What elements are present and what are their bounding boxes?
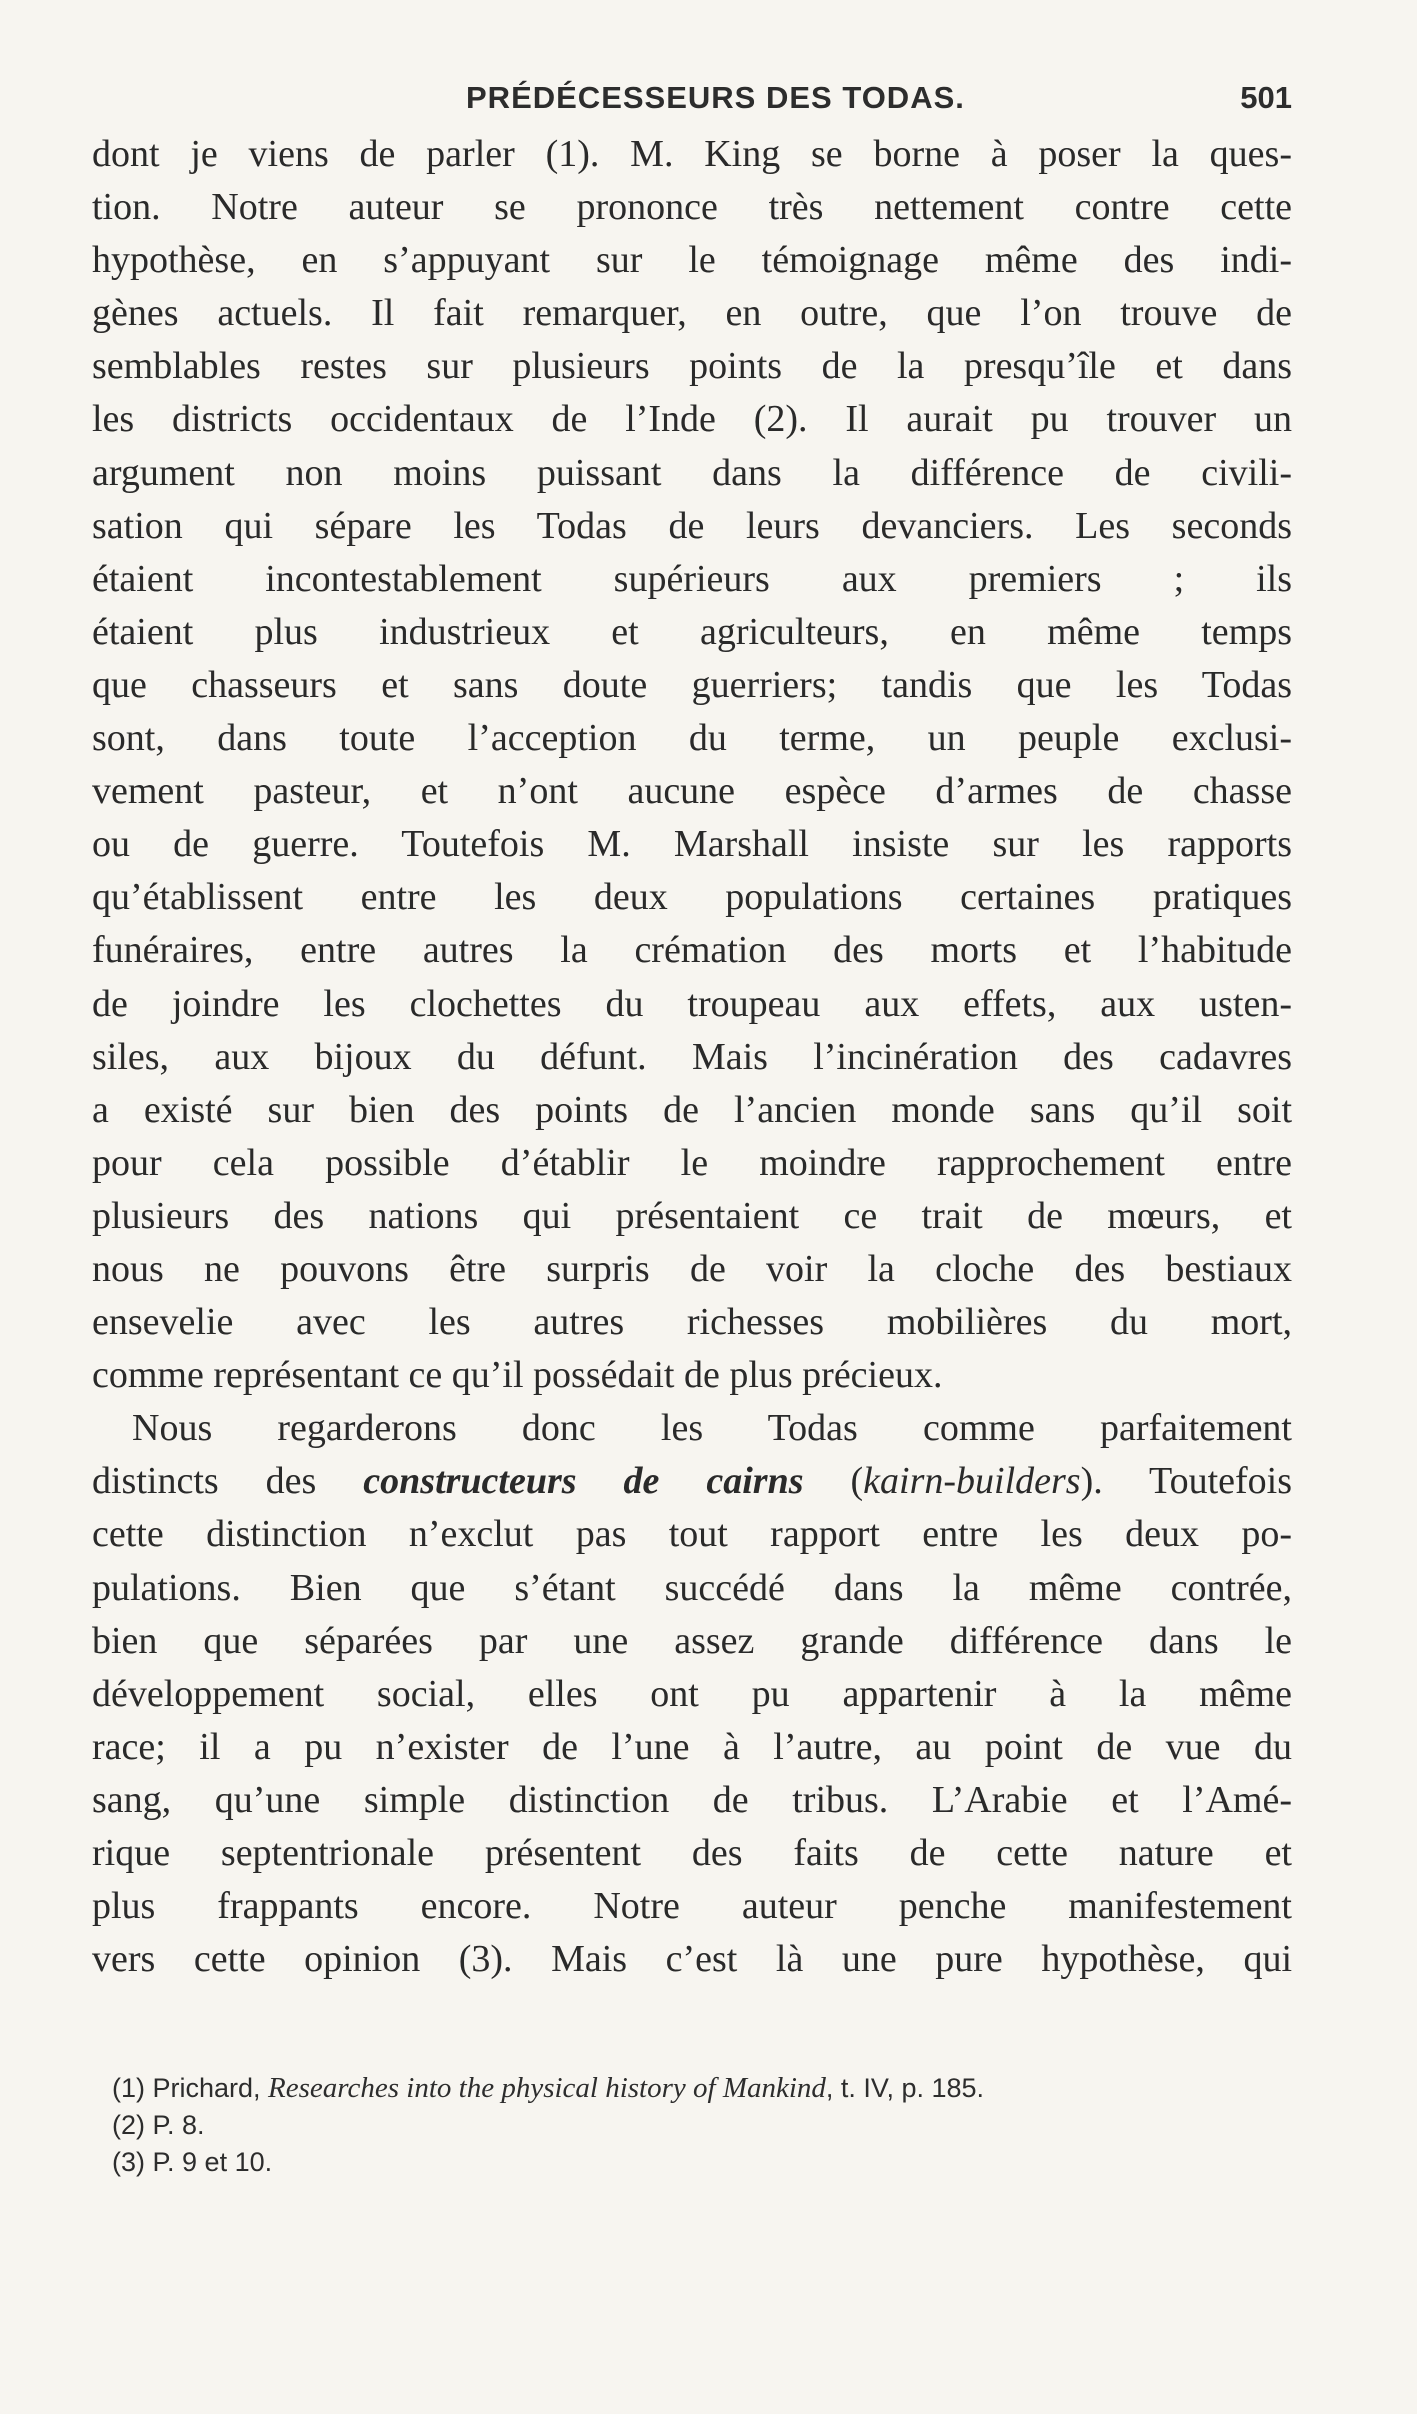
text-line: cette distinction n’exclut pas tout rapport entre les deux po- <box>92 1513 1292 1556</box>
footnotes <box>112 2070 1212 2181</box>
text-fragment: distincts des <box>92 1460 364 1503</box>
text-line: sont, dans toute l’acception du terme, un peuple exclusi- <box>92 717 1292 760</box>
text-line: comme représentant ce qu’il possédait de plus précieux. <box>92 1354 943 1397</box>
text-line-with-terms <box>92 1455 1292 1508</box>
text-fragment: ). Toutefois <box>1080 1460 1293 1503</box>
text-line: plus frappants encore. Notre auteur penche manifestement <box>92 1885 1292 1928</box>
footnote-2: (2) P. 8. <box>112 2110 205 2140</box>
text-line: sation qui sépare les Todas de leurs devanciers. Les seconds <box>92 504 1292 547</box>
running-head <box>96 80 1292 124</box>
footnote-3: (3) P. 9 et 10. <box>112 2147 273 2177</box>
text-line: que chasseurs et sans doute guerriers; tandis que les Todas <box>92 663 1292 706</box>
running-title: PRÉDÉCESSEURS DES TODAS. <box>466 80 965 115</box>
text-line: hypothèse, en s’appuyant sur le témoignage même des indi- <box>92 239 1292 282</box>
footnote-mark: (1) <box>112 2073 145 2103</box>
italic-term-english: kairn-builders <box>863 1460 1081 1503</box>
text-line: ou de guerre. Toutefois M. Marshall insiste sur les rapports <box>92 823 1292 866</box>
text-line: funéraires, entre autres la crémation des morts et l’habitude <box>92 929 1292 972</box>
paragraph-2 <box>92 1402 1292 1986</box>
text-line: les districts occidentaux de l’Inde (2). Il aurait pu trouver un <box>92 398 1292 441</box>
text-line: dont je viens de parler (1). M. King se borne à poser la ques- <box>92 133 1292 175</box>
text-line: gènes actuels. Il fait remarquer, en outre, que l’on trouve de <box>92 292 1292 335</box>
footnote-title: Researches into the physical history of Mankind <box>268 2072 826 2104</box>
text-line: nous ne pouvons être surpris de voir la cloche des bestiaux <box>92 1247 1292 1290</box>
paragraph-1 <box>92 128 1292 1402</box>
text-line: étaient incontestablement supérieurs aux premiers ; ils <box>92 557 1292 600</box>
text-line: de joindre les clochettes du troupeau aux effets, aux usten- <box>92 982 1292 1025</box>
text-fragment: ( <box>803 1460 864 1503</box>
body-text <box>92 128 1292 1986</box>
text-line: sang, qu’une simple distinction de tribus. L’Arabie et l’Amé- <box>92 1778 1292 1821</box>
text-line: race; il a pu n’exister de l’une à l’autre, au point de vue du <box>92 1725 1292 1768</box>
text-line: rique septentrionale présentent des faits de cette nature et <box>92 1832 1292 1874</box>
text-line: vers cette opinion (3). Mais c’est là une pure hypothèse, qui <box>92 1938 1292 1981</box>
text-line: pulations. Bien que s’étant succédé dans la même contrée, <box>92 1566 1292 1609</box>
text-line: qu’établissent entre les deux populations certaines pratiques <box>92 876 1292 919</box>
text-line: tion. Notre auteur se prononce très nettement contre cette <box>92 186 1292 229</box>
page-number: 501 <box>1240 80 1292 115</box>
text-line: semblables restes sur plusieurs points de la presqu’île et dans <box>92 345 1292 388</box>
text-line: développement social, elles ont pu appartenir à la même <box>92 1672 1292 1715</box>
text-line: ensevelie avec les autres richesses mobilières du mort, <box>92 1301 1292 1344</box>
text-line: bien que séparées par une assez grande différence dans le <box>92 1619 1292 1662</box>
text-line: plusieurs des nations qui présentaient ce trait de mœurs, et <box>92 1194 1292 1237</box>
text-line: étaient plus industrieux et agriculteurs, en même temps <box>92 610 1292 653</box>
text-line: vement pasteur, et n’ont aucune espèce d’armes de chasse <box>92 770 1292 813</box>
footnote-ref: , t. IV, p. 185. <box>825 2073 985 2103</box>
text-line: a existé sur bien des points de l’ancien monde sans qu’il soit <box>92 1088 1292 1131</box>
text-line: argument non moins puissant dans la différence de civili- <box>92 451 1292 494</box>
italic-term-french: constructeurs de cairns <box>363 1460 804 1503</box>
footnote-author: Prichard, <box>145 2073 269 2103</box>
text-line: siles, aux bijoux du défunt. Mais l’incinération des cadavres <box>92 1035 1292 1078</box>
text-line: Nous regarderons donc les Todas comme parfaitement <box>132 1407 1292 1450</box>
text-line: pour cela possible d’établir le moindre rapprochement entre <box>92 1141 1292 1184</box>
footnote-1 <box>112 2070 1212 2107</box>
